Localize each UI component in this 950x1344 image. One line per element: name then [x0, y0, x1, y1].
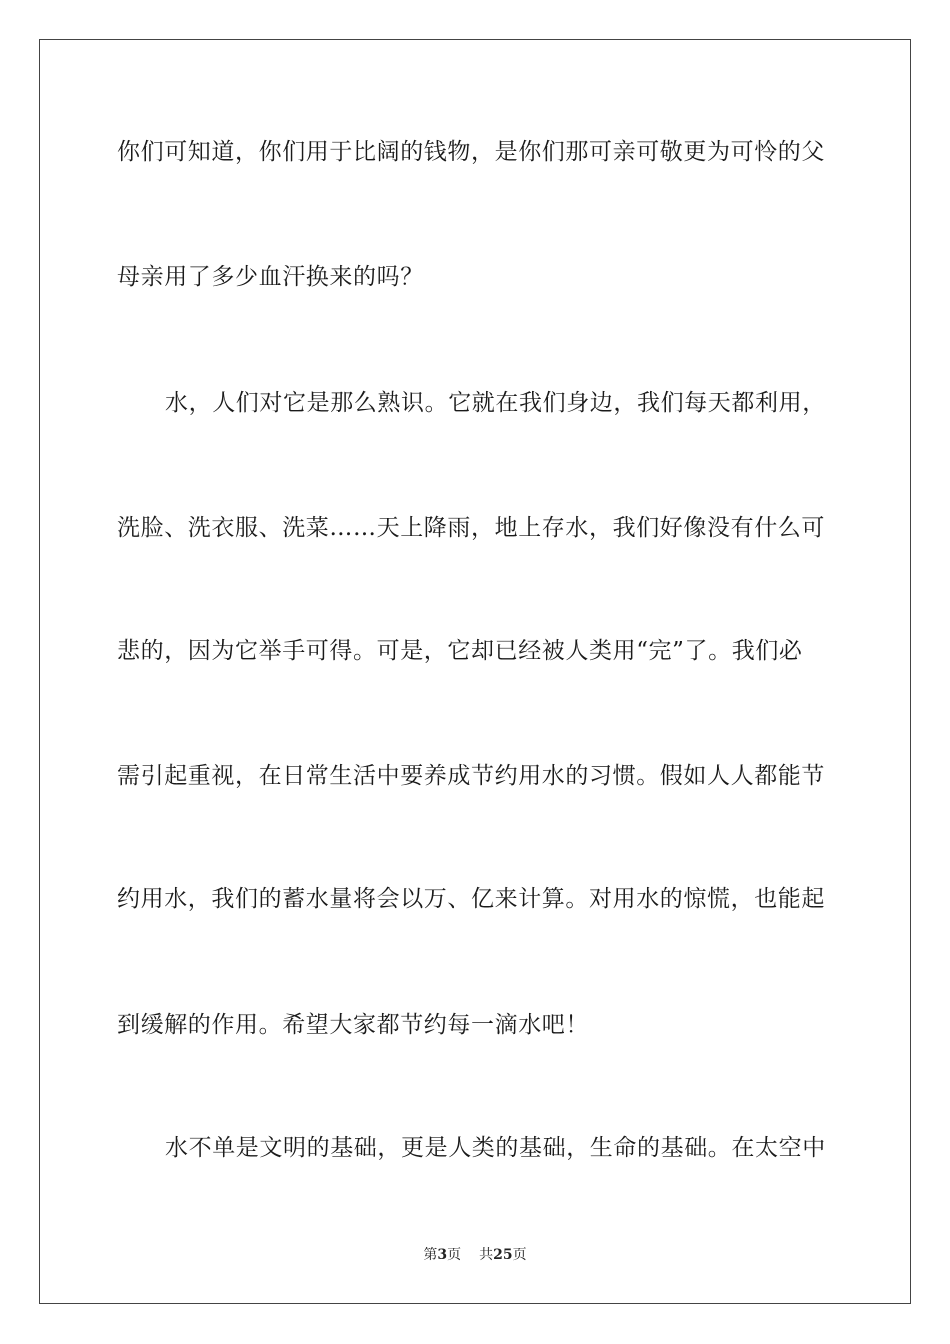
- page-number: 3: [437, 1247, 448, 1263]
- total-pages: 25: [493, 1247, 513, 1263]
- page-border: [39, 39, 911, 1304]
- text-line: 约用水，我们的蓄水量将会以万、亿来计算。对用水的惊慌，也能起: [117, 886, 825, 912]
- page-prefix: 第: [423, 1247, 438, 1263]
- text-line: 你们可知道，你们用于比阔的钱物，是你们那可亲可敬更为可怜的父: [117, 139, 825, 165]
- paragraph-start-line: 水，人们对它是那么熟识。它就在我们身边，我们每天都利用，: [165, 390, 826, 416]
- paragraph-start-line: 水不单是文明的基础，更是人类的基础，生命的基础。在太空中: [165, 1135, 826, 1161]
- text-line: 洗脸、洗衣服、洗菜……天上降雨，地上存水，我们好像没有什么可: [117, 515, 825, 541]
- text-line: 到缓解的作用。希望大家都节约每一滴水吧！: [117, 1012, 589, 1038]
- total-prefix: 共: [479, 1247, 494, 1263]
- text-line: 母亲用了多少血汗换来的吗？: [117, 264, 424, 290]
- total-suffix: 页: [512, 1247, 527, 1263]
- text-line: 悲的，因为它举手可得。可是，它却已经被人类用“完”了。我们必: [117, 638, 803, 664]
- page-footer: [0, 1246, 950, 1264]
- page-suffix: 页: [447, 1247, 462, 1263]
- text-line: 需引起重视，在日常生活中要养成节约用水的习惯。假如人人都能节: [117, 763, 825, 789]
